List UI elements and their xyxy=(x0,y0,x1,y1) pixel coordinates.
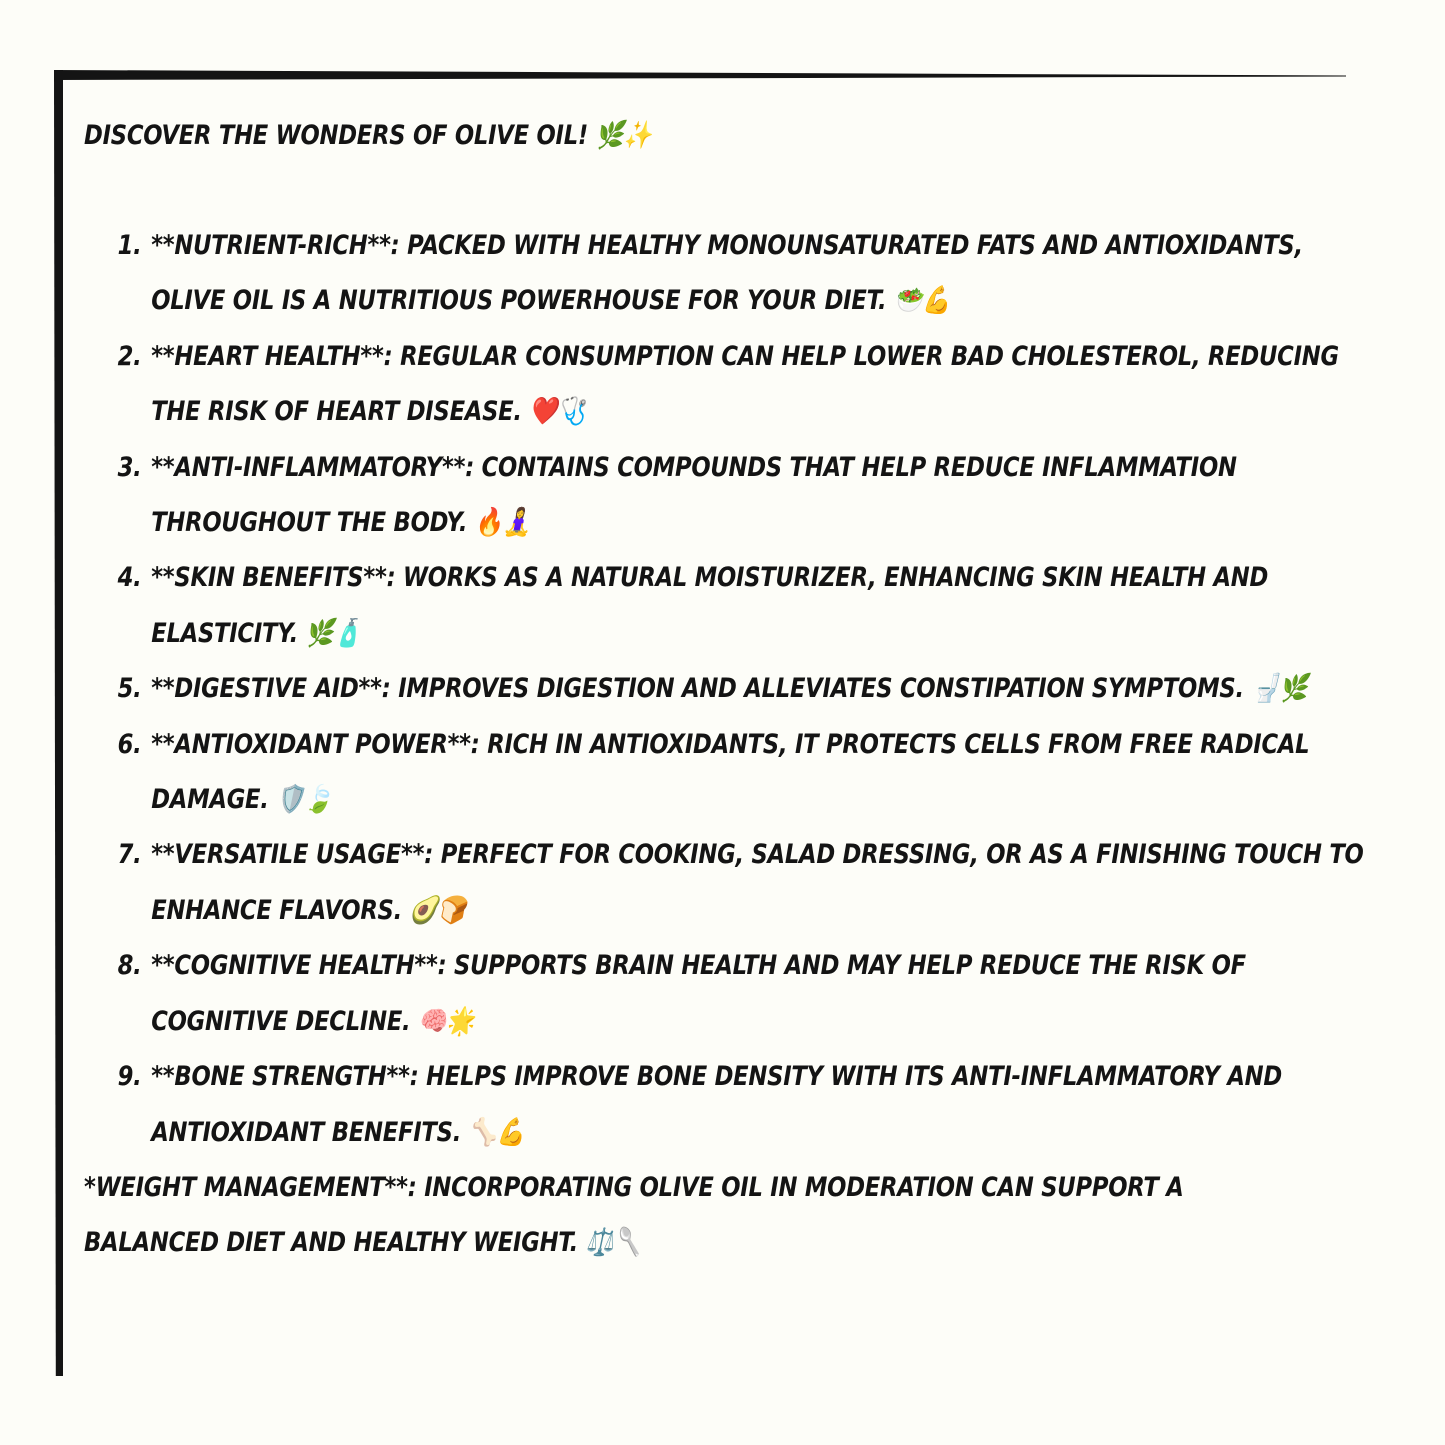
list-item xyxy=(84,827,1382,938)
list-number: 8. xyxy=(117,950,142,982)
weight-management-paragraph: *WEIGHT MANAGEMENT**: INCORPORATING OLIVE OIL IN MODERATION CAN SUPPORT A BALANCED DIET AND HEALTHY WEIGHT. ⚖️🥄 xyxy=(84,1171,1184,1259)
list-number: 9. xyxy=(117,1061,142,1093)
list-number: 7. xyxy=(117,839,142,871)
list-item-text: **BONE STRENGTH**: HELPS IMPROVE BONE DENSITY WITH ITS ANTI-INFLAMMATORY AND ANTIOXIDANT BENEFITS. 🦴💪 xyxy=(151,1061,1282,1148)
list-number: 5. xyxy=(117,673,142,705)
list-item-text: **HEART HEALTH**: REGULAR CONSUMPTION CAN HELP LOWER BAD CHOLESTEROL, REDUCING THE RISK OF HEART DISEASE. ❤️🩺 xyxy=(151,340,1339,428)
list-item xyxy=(84,440,1382,551)
list-item-text: **COGNITIVE HEALTH**: SUPPORTS BRAIN HEALTH AND MAY HELP REDUCE THE RISK OF COGNITIVE DECLINE. 🧠🌟 xyxy=(151,950,1246,1037)
list-item-text: **ANTIOXIDANT POWER**: RICH IN ANTIOXIDANTS, IT PROTECTS CELLS FROM FREE RADICAL DAMAGE. 🛡️🍃 xyxy=(151,728,1310,816)
blank-line xyxy=(84,163,1168,218)
list-item-text: **DIGESTIVE AID**: IMPROVES DIGESTION AND ALLEVIATES CONSTIPATION SYMPTOMS. 🚽🌿 xyxy=(151,673,1308,705)
list-item xyxy=(84,550,1382,661)
list-item xyxy=(84,329,1382,440)
list-item xyxy=(84,938,1382,1049)
post-title: DISCOVER THE WONDERS OF OLIVE OIL! 🌿✨ xyxy=(84,120,652,151)
list-number: 3. xyxy=(117,451,142,483)
list-number: 6. xyxy=(117,728,142,760)
list-item xyxy=(84,661,1382,716)
list-item xyxy=(84,717,1382,828)
list-number: 1. xyxy=(117,230,142,261)
post-content xyxy=(84,108,1374,1271)
list-number: 4. xyxy=(117,562,142,594)
list-item-text: **NUTRIENT-RICH**: PACKED WITH HEALTHY MONOUNSATURATED FATS AND ANTIOXIDANTS, OLIVE OIL IS A NUTRITIOUS POWERHOUSE FOR YOUR DIET. 🥗💪 xyxy=(151,230,1303,317)
list-item xyxy=(84,218,1382,329)
list-item-text: **VERSATILE USAGE**: PERFECT FOR COOKING, SALAD DRESSING, OR AS A FINISHING TOUCH TO ENHANCE FLAVORS. 🥑🍞 xyxy=(151,839,1364,926)
list-item-text: **ANTI-INFLAMMATORY**: CONTAINS COMPOUNDS THAT HELP REDUCE INFLAMMATION THROUGHOUT THE BODY. 🔥🧘‍♀️ xyxy=(151,451,1237,539)
list-item-text: **SKIN BENEFITS**: WORKS AS A NATURAL MOISTURIZER, ENHANCING SKIN HEALTH AND ELASTICITY. 🌿🧴 xyxy=(151,562,1269,649)
benefits-list xyxy=(84,218,1364,1160)
list-number: 2. xyxy=(117,340,142,372)
list-item xyxy=(84,1049,1382,1160)
